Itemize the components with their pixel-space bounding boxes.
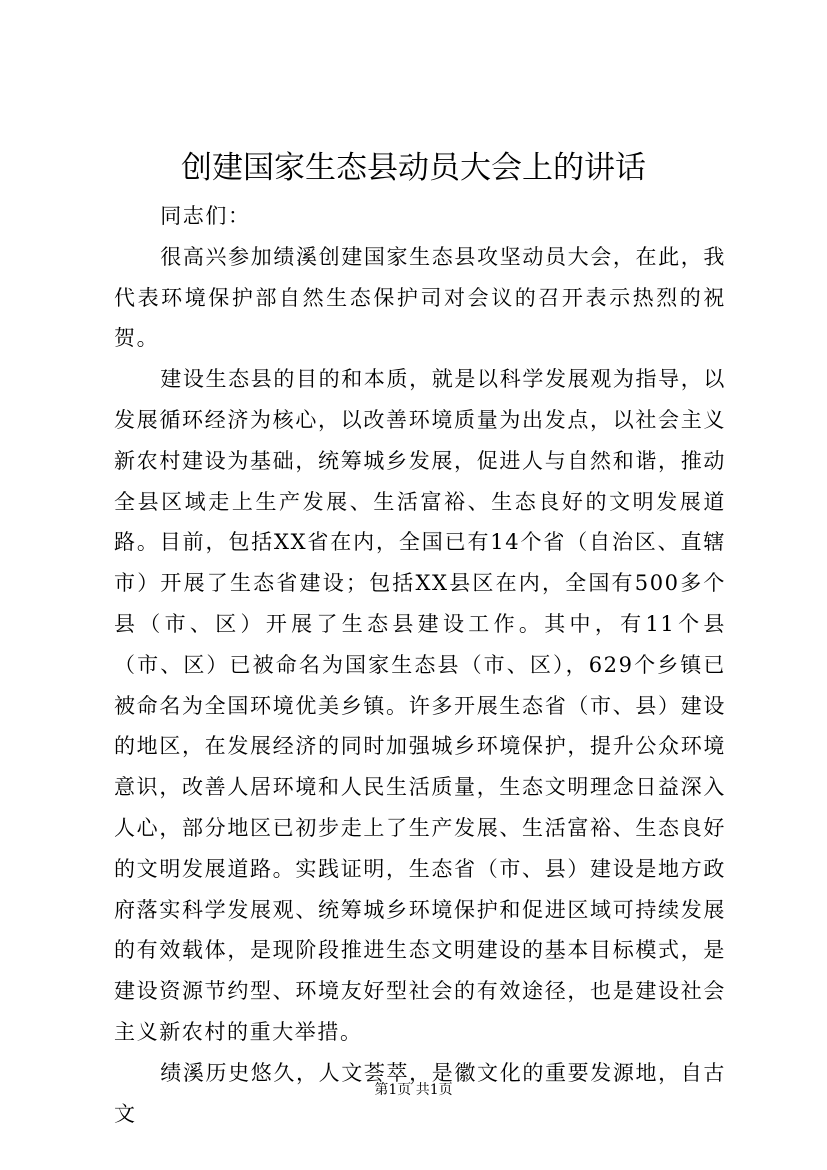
document-body [114, 196, 726, 1134]
paragraph-2: 建设生态县的目的和本质，就是以科学发展观为指导，以发展循环经济为核心，以改善环境质量为出发点，以社会主义新农村建设为基础，统筹城乡发展，促进人与自然和谐，推动全县区域走上生产发展、生活富裕、生态良好的文明发展道路。目前，包括XX省在内，全国已有14个省（自治区、直辖市）开展了生态省建设；包括XX县区在内，全国有500多个县（市、区）开展了生态县建设工作。其中，有11个县（市、区）已被命名为国家生态县（市、区），629个乡镇已被命名为全国环境优美乡镇。许多开展生态省（市、县）建设的地区，在发展经济的同时加强城乡环境保护，提升公众环境意识，改善人居环境和人民生活质量，生态文明理念日益深入人心，部分地区已初步走上了生产发展、生活富裕、生态良好的文明发展道路。实践证明，生态省（市、县）建设是地方政府落实科学发展观、统筹城乡环境保护和促进区域可持续发展的有效载体，是现阶段推进生态文明建设的基本目标模式，是建设资源节约型、环境友好型社会的有效途径，也是建设社会主义新农村的重大举措。 [114, 367, 726, 1044]
paragraph-1: 很高兴参加绩溪创建国家生态县攻坚动员大会，在此，我代表环境保护部自然生态保护司对会议的召开表示热烈的祝贺。 [114, 244, 726, 351]
salutation: 同志们： [160, 204, 251, 228]
page-footer: 第1页 共1页 [374, 1082, 453, 1098]
document-title: 创建国家生态县动员大会上的讲话 [181, 150, 646, 186]
paragraph-3: 绩溪历史悠久，人文荟萃，是徽文化的重要发源地，自古文 [114, 1060, 726, 1126]
